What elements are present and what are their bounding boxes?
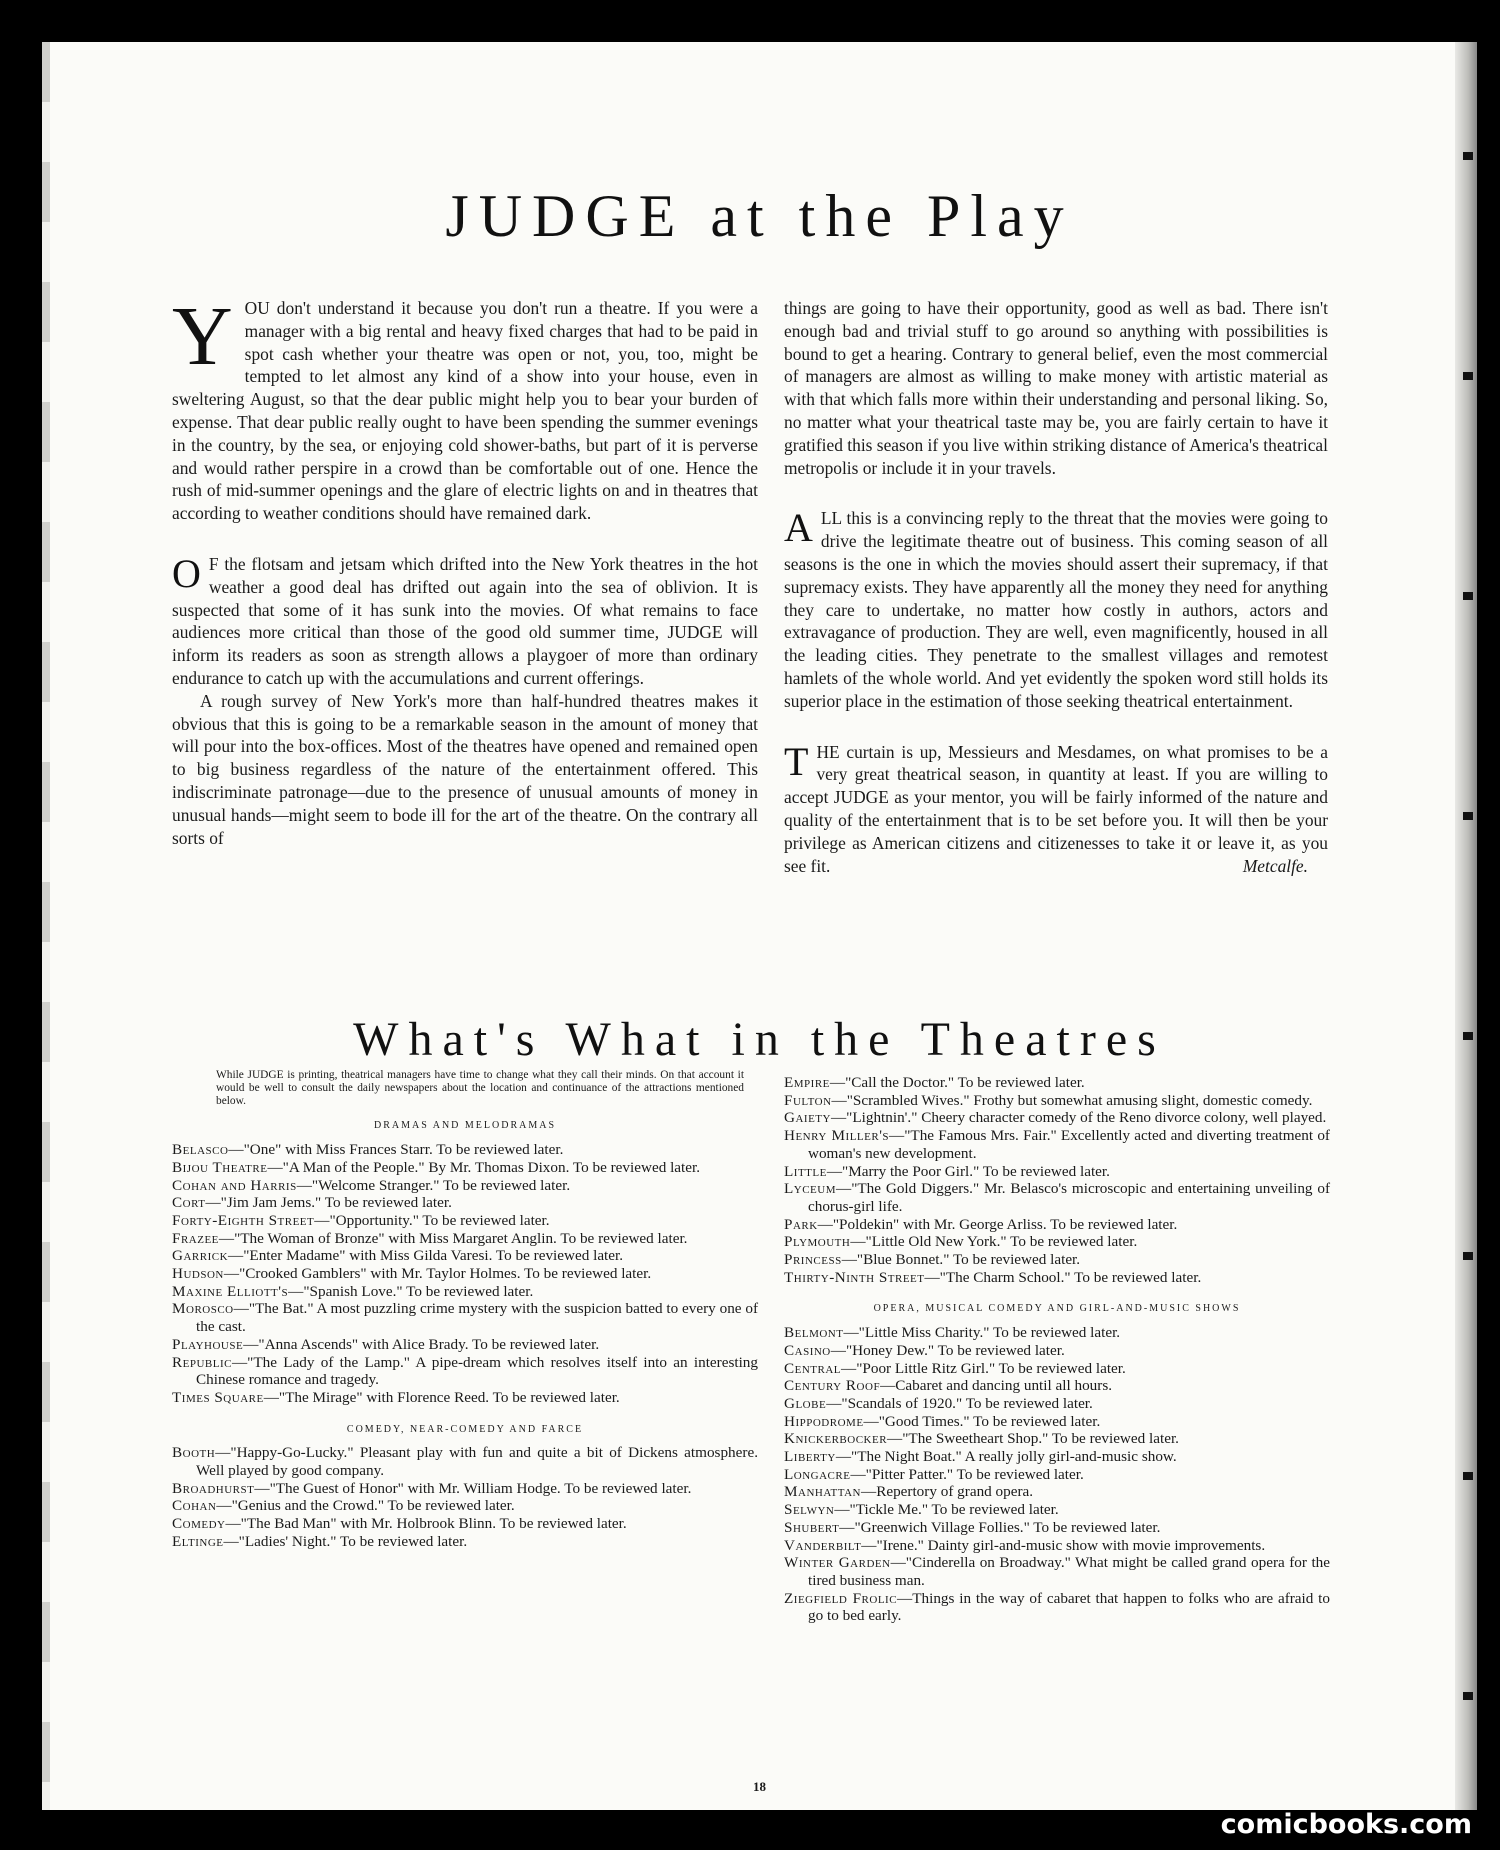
listing-description: —"Marry the Poor Girl." To be reviewed later. <box>826 1162 1110 1180</box>
theatre-name: Ziegfield Frolic <box>784 1589 898 1607</box>
theatre-name: Cort <box>172 1194 206 1212</box>
drop-cap: T <box>784 738 809 784</box>
listing-description: —Cabaret and dancing until all hours. <box>880 1377 1113 1395</box>
listing-description: —"Call the Doctor." To be reviewed later. <box>829 1074 1085 1091</box>
theatre-name: Henry Miller's <box>784 1127 890 1145</box>
listing-entry <box>172 1212 758 1230</box>
listing-entry <box>784 1127 1330 1162</box>
listing-entry <box>172 1230 758 1248</box>
page-number: 18 <box>753 1779 766 1794</box>
theatre-name: Bijou Theatre <box>172 1158 268 1176</box>
theatre-name: Forty-Eighth Street <box>172 1211 315 1229</box>
opera-list <box>784 1324 1330 1625</box>
listing-entry <box>172 1354 758 1389</box>
listing-entry <box>784 1483 1330 1501</box>
theatre-name: Fulton <box>784 1091 832 1109</box>
listing-entry <box>784 1251 1330 1269</box>
listing-entry <box>172 1389 758 1407</box>
theatre-name: Globe <box>784 1394 827 1412</box>
listing-entry <box>784 1109 1330 1127</box>
theatre-name: Liberty <box>784 1448 836 1466</box>
theatre-name: Belasco <box>172 1141 229 1159</box>
listing-entry <box>172 1283 758 1301</box>
listing-description: —"The Sweetheart Shop." To be reviewed later. <box>887 1430 1179 1448</box>
listing-description: —"Good Times." To be reviewed later. <box>863 1412 1101 1430</box>
theatre-name: Longacre <box>784 1465 851 1483</box>
listing-description: —"The Bad Man" with Mr. Holbrook Blinn. To be reviewed later. <box>225 1515 627 1533</box>
listing-description: —"Anna Ascends" with Alice Brady. To be reviewed later. <box>243 1335 600 1353</box>
listings-note: While JUDGE is printing, theatrical managers have time to change what they call their minds. On that account it would be well to consult the daily newspapers about the location and continuance of the attractions mentioned below. <box>216 1069 744 1107</box>
theatre-name: Casino <box>784 1341 831 1359</box>
listing-entry <box>172 1265 758 1283</box>
listing-description: —"Lightnin'." Cheery character comedy of the Reno divorce colony, well played. <box>830 1109 1327 1127</box>
theatre-name: Vanderbilt <box>784 1536 862 1554</box>
listing-entry <box>784 1554 1330 1589</box>
theatre-name: Frazee <box>172 1229 219 1247</box>
binding-mark <box>1463 1472 1473 1480</box>
listing-description: —"Tickle Me." To be reviewed later. <box>834 1501 1059 1519</box>
listing-description: —"Welcome Stranger." To be reviewed later. <box>296 1176 571 1194</box>
theatre-name: Morosco <box>172 1300 234 1318</box>
theatre-name: Empire <box>784 1074 830 1091</box>
theatre-name: Hippodrome <box>784 1412 864 1430</box>
listing-entry <box>784 1519 1330 1537</box>
listing-entry <box>172 1533 758 1551</box>
listing-description: —"The Guest of Honor" with Mr. William Hodge. To be reviewed later. <box>254 1479 692 1497</box>
listing-entry <box>172 1247 758 1265</box>
listing-entry <box>784 1590 1330 1625</box>
drop-cap: O <box>172 550 201 596</box>
theatre-name: Shubert <box>784 1518 840 1536</box>
listing-entry <box>784 1501 1330 1519</box>
theatre-name: Comedy <box>172 1515 226 1533</box>
binding-mark <box>1463 812 1473 820</box>
section-heading-opera: OPERA, MUSICAL COMEDY AND GIRL-AND-MUSIC SHOWS <box>873 1303 1241 1315</box>
listing-description: —"Enter Madame" with Miss Gilda Varesi. To be reviewed later. <box>228 1247 624 1265</box>
theatre-name: Cohan <box>172 1497 217 1515</box>
drop-cap: Y <box>172 290 233 383</box>
listing-description: —"Happy-Go-Lucky." Pleasant play with fun and quite a bit of Dickens atmosphere. Well played by good company. <box>196 1444 758 1480</box>
listing-entry <box>172 1159 758 1177</box>
listing-entry <box>784 1180 1330 1215</box>
listing-description: —Repertory of grand opera. <box>861 1483 1034 1501</box>
listing-entry <box>784 1269 1330 1287</box>
listing-description: —Things in the way of cabaret that happen to folks who are afraid to go to bed early. <box>808 1589 1330 1625</box>
paragraph-movies: ALL this is a convincing reply to the threat that the movies were going to drive the legitimate theatre out of business. This coming season of all seasons is the one in which the movies should assert their supremacy, if that supremacy exists. They have apparently all the money they need for anything they care to undertake, no matter how costly in authors, actors and extravagance of production. They are well, even magnificently, housed in all the leading cities. They penetrate to the smallest villages and remotest hamlets of the whole world. And yet evidently the spoken word still holds its superior place in the estimation of those seeking theatrical entertainment. <box>784 505 1328 711</box>
listing-description: —"Crooked Gamblers" with Mr. Taylor Holmes. To be reviewed later. <box>223 1265 652 1283</box>
listing-entry <box>784 1074 1330 1092</box>
listing-description: —"The Gold Diggers." Mr. Belasco's microscopic and entertaining unveiling of chorus-girl life. <box>808 1180 1330 1215</box>
listing-entry <box>784 1413 1330 1431</box>
listing-description: —"Little Miss Charity." To be reviewed later. <box>843 1324 1121 1342</box>
listing-entry <box>784 1342 1330 1360</box>
listing-entry <box>784 1092 1330 1110</box>
theatre-name: Cohan and Harris <box>172 1176 297 1194</box>
listing-description: —"Greenwich Village Follies." To be reviewed later. <box>839 1518 1161 1536</box>
listing-description: —"Poldekin" with Mr. George Arliss. To be reviewed later. <box>817 1215 1178 1233</box>
listing-entry <box>784 1233 1330 1251</box>
listing-description: —"Genius and the Crowd." To be reviewed later. <box>216 1497 515 1515</box>
listing-description: —"Opportunity." To be reviewed later. <box>314 1211 550 1229</box>
theatre-name: Lyceum <box>784 1180 837 1198</box>
listing-description: —"The Mirage" with Florence Reed. To be reviewed later. <box>263 1388 620 1406</box>
listing-entry <box>172 1194 758 1212</box>
listing-description: —"Poor Little Ritz Girl." To be reviewed later. <box>841 1359 1126 1377</box>
listing-description: —"Blue Bonnet." To be reviewed later. <box>841 1251 1081 1269</box>
article-column-left <box>172 290 758 849</box>
theatre-name: Republic <box>172 1353 232 1371</box>
magazine-page <box>42 42 1477 1810</box>
listing-description: —"Scrambled Wives." Frothy but somewhat amusing slight, domestic comedy. <box>831 1091 1313 1109</box>
listing-entry <box>784 1377 1330 1395</box>
listing-description: —"The Night Boat." A really jolly girl-and-music show. <box>835 1448 1177 1466</box>
paragraph-opportunity: things are going to have their opportunity, good as well as bad. There isn't enough bad and trivial stuff to go around so anything with possibilities is bound to get a hearing. Contrary to general belief, even the most commercial of managers are almost as willing to make money with artistic material as with that which falls more within their understanding and personal liking. So, no matter what your theatrical taste may be, you are fairly certain to have it gratified this season if you live within striking distance of America's theatrical metropolis or include it in your travels. <box>784 298 1328 478</box>
listing-entry <box>784 1360 1330 1378</box>
paragraph-intro: YOU don't understand it because you don't run a theatre. If you were a manager with a big rental and heavy fixed charges that had to be paid in spot cash whether your theatre was open or not, you, too, might be tempted to let almost any kind of a show into your house, even in sweltering August, so that the dear public might help you to bear your burden of expense. That dear public really ought to have been spending the summer evenings in the country, by the sea, or enjoying cold shower-baths, but part of it is perverse and would rather perspire in a crowd than be comfortable out of one. Hence the rush of mid-summer openings and the glare of electric lights on and in theatres that according to weather conditions should have remained dark. <box>172 290 758 524</box>
listing-description: —"Cinderella on Broadway." What might be called grand opera for the tired business man. <box>808 1554 1330 1589</box>
theatre-name: Broadhurst <box>172 1479 255 1497</box>
listing-entry <box>172 1141 758 1159</box>
theatre-name: Booth <box>172 1444 216 1462</box>
listing-entry <box>172 1480 758 1498</box>
listing-description: —"Jim Jam Jems." To be reviewed later. <box>205 1194 452 1212</box>
listing-entry <box>784 1466 1330 1484</box>
listing-entry <box>172 1300 758 1335</box>
theatre-name: Garrick <box>172 1247 229 1265</box>
comedy-list-continued <box>784 1074 1330 1286</box>
theatre-name: Gaiety <box>784 1109 831 1127</box>
listing-entry <box>784 1163 1330 1181</box>
theatre-name: Times Square <box>172 1388 264 1406</box>
watermark: comicbooks.com <box>1220 1809 1472 1840</box>
binding-edge <box>1455 42 1477 1810</box>
theatre-name: Central <box>784 1359 842 1377</box>
listing-entry <box>784 1216 1330 1234</box>
listing-description: —"The Lady of the Lamp." A pipe-dream which resolves itself into an interesting Chinese romance and tragedy. <box>196 1353 758 1389</box>
paragraph-flotsam: O F the flotsam and jetsam which drifted into the New York theatres in the hot weather a good deal has drifted out again into the sea of oblivion. It is suspected that some of it has sunk into the movies. Of what remains to face audiences more critical than those of the good old summer time, JUDGE will inform its readers as soon as strength allows a playgoer of more than ordinary endurance to catch up with the accumulations and current offerings. <box>172 550 758 688</box>
theatre-name: Selwyn <box>784 1501 835 1519</box>
section-heading-comedy: COMEDY, NEAR-COMEDY AND FARCE <box>346 1423 584 1435</box>
listing-entry <box>784 1537 1330 1555</box>
theatre-name: Plymouth <box>784 1233 851 1251</box>
paragraph-curtain: THE curtain is up, Messieurs and Mesdames, on what promises to be a very great theatrical season, in quantity at least. If you are willing to accept JUDGE as your mentor, you will be fairly informed of the nature and quality of the entertainment that is to be set before you. It will then be your privilege as American citizens and citizenesses to take it or leave it, as you see fit. Metcalfe. <box>784 738 1328 876</box>
theatre-name: Winter Garden <box>784 1554 891 1572</box>
listing-description: —"Irene." Dainty girl-and-music show with movie improvements. <box>861 1536 1266 1554</box>
theatre-name: Park <box>784 1215 818 1233</box>
listings-column-left <box>172 1069 758 1551</box>
article-title: JUDGE at the Play <box>445 183 1074 249</box>
listing-description: —"Little Old New York." To be reviewed later. <box>850 1233 1138 1251</box>
theatre-name: Eltinge <box>172 1532 224 1550</box>
drop-cap: A <box>784 505 813 551</box>
author-signature: Metcalfe. <box>1242 855 1308 876</box>
binding-mark <box>1463 372 1473 380</box>
listing-entry <box>784 1395 1330 1413</box>
listings-column-right <box>784 1074 1330 1625</box>
theatre-name: Manhattan <box>784 1483 862 1501</box>
theatre-name: Princess <box>784 1251 842 1269</box>
listing-entry <box>172 1444 758 1479</box>
listing-entry <box>784 1324 1330 1342</box>
article-column-right <box>784 297 1328 877</box>
listing-entry <box>172 1515 758 1533</box>
theatre-name: Century Roof <box>784 1377 881 1395</box>
listing-description: —"The Famous Mrs. Fair." Excellently acted and diverting treatment of woman's new development. <box>808 1127 1330 1162</box>
theatre-name: Belmont <box>784 1324 844 1342</box>
listing-entry <box>172 1497 758 1515</box>
listing-description: —"Spanish Love." To be reviewed later. <box>288 1282 534 1300</box>
listing-description: —"The Charm School." To be reviewed later. <box>924 1268 1202 1286</box>
binding-mark <box>1463 152 1473 160</box>
theatre-name: Maxine Elliott's <box>172 1282 289 1300</box>
listings-title: What's What in the Theatres <box>353 1013 1166 1066</box>
binding-mark <box>1463 1252 1473 1260</box>
binding-mark <box>1463 592 1473 600</box>
listing-entry <box>172 1177 758 1195</box>
listing-entry <box>172 1336 758 1354</box>
listing-description: —"Scandals of 1920." To be reviewed later. <box>826 1394 1093 1412</box>
listing-description: —"The Bat." A most puzzling crime mystery with the suspicion batted to every one of the cast. <box>196 1300 758 1336</box>
theatre-name: Little <box>784 1162 827 1180</box>
comedy-list <box>172 1444 758 1550</box>
listing-description: —"The Woman of Bronze" with Miss Margaret Anglin. To be reviewed later. <box>218 1229 688 1247</box>
theatre-name: Playhouse <box>172 1335 244 1353</box>
listing-entry <box>784 1430 1330 1448</box>
listing-description: —"One" with Miss Frances Starr. To be reviewed later. <box>228 1141 564 1159</box>
theatre-name: Hudson <box>172 1265 224 1283</box>
page-edge <box>42 42 50 1810</box>
paragraph-survey: A rough survey of New York's more than half-hundred theatres makes it obvious that this is going to be a remarkable season in the amount of money that will pour into the box-offices. Most of the theatres have opened and remained open to big business regardless of the nature of the entertainment offered. This indiscriminate patronage—due to the presence of unusual amounts of money in unusual hands—might seem to bode ill for the art of the theatre. On the contrary all sorts of <box>172 690 758 848</box>
theatre-name: Knickerbocker <box>784 1430 888 1448</box>
dramas-list <box>172 1141 758 1407</box>
listing-description: —"Ladies' Night." To be reviewed later. <box>223 1532 468 1550</box>
listing-description: —"A Man of the People." By Mr. Thomas Dixon. To be reviewed later. <box>267 1158 701 1176</box>
listing-entry <box>784 1448 1330 1466</box>
theatre-name: Thirty-Ninth Street <box>784 1268 925 1286</box>
section-heading-dramas: DRAMAS AND MELODRAMAS <box>373 1120 557 1132</box>
binding-mark <box>1463 1692 1473 1700</box>
listing-description: —"Honey Dew." To be reviewed later. <box>830 1341 1065 1359</box>
listing-description: —"Pitter Patter." To be reviewed later. <box>850 1465 1084 1483</box>
